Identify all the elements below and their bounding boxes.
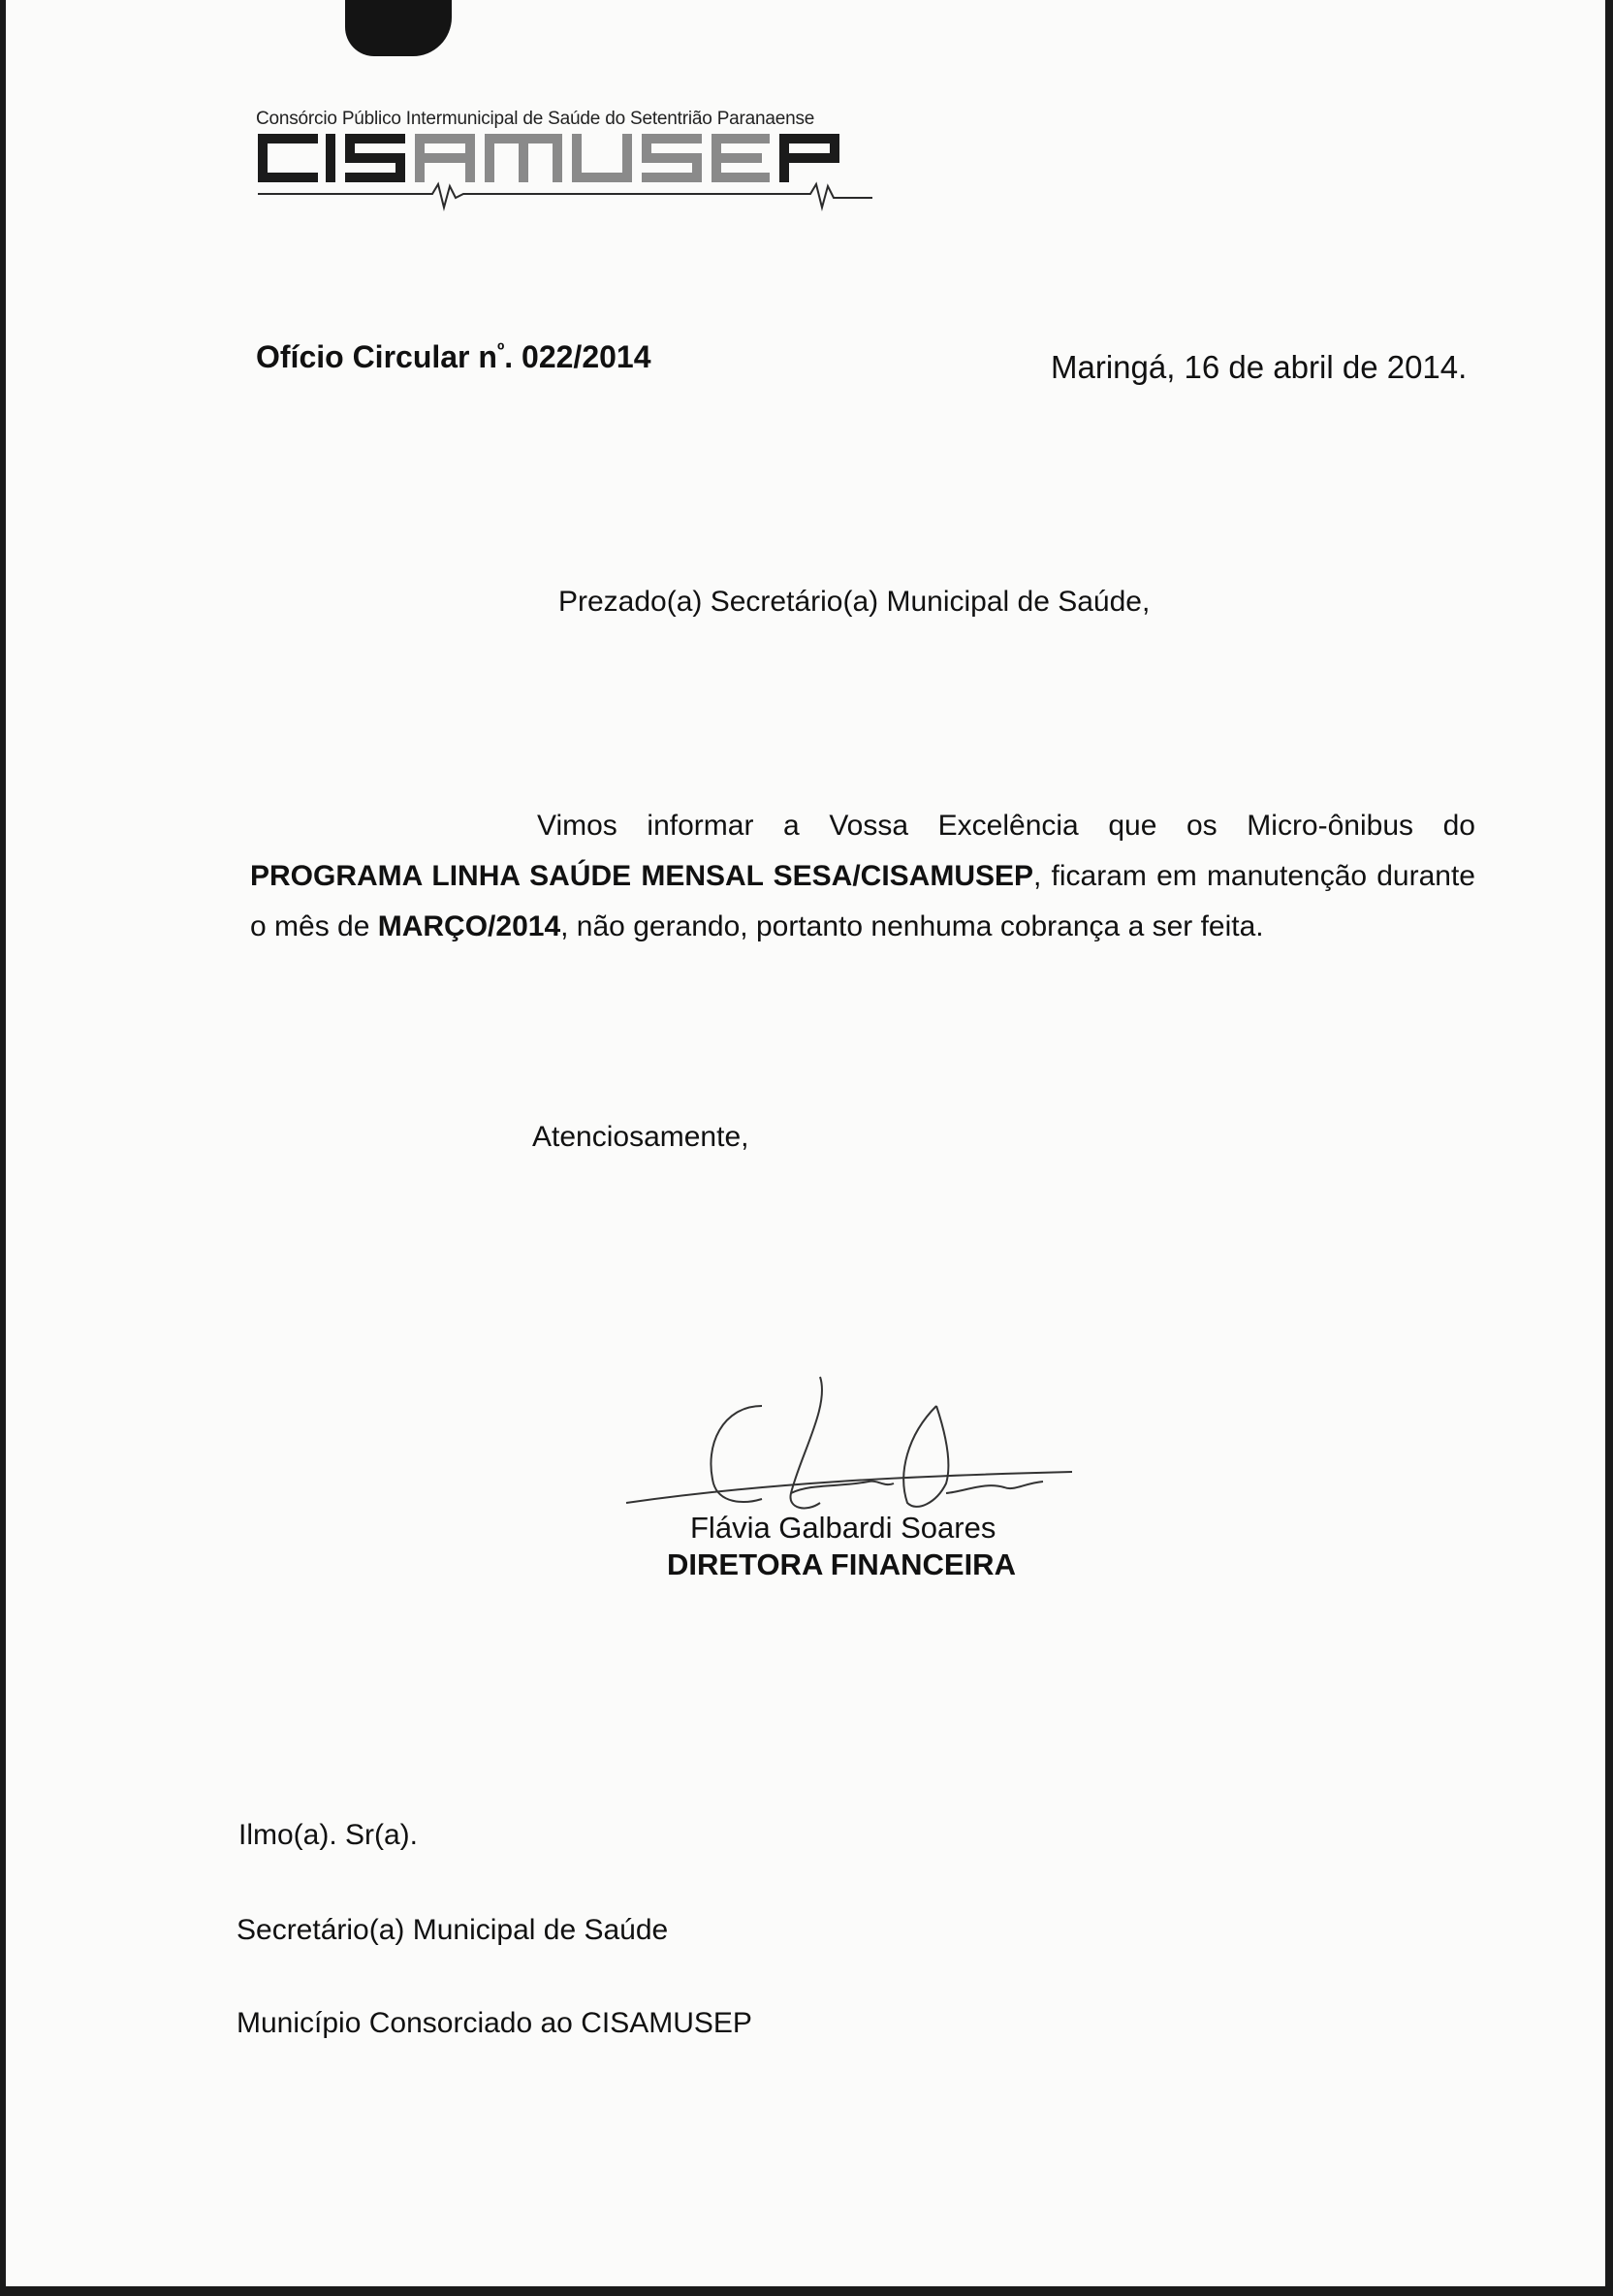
salutation: Prezado(a) Secretário(a) Municipal de Saúde, [558, 586, 1151, 618]
reference-month: MARÇO/2014 [377, 910, 561, 942]
addressee-municipality: Município Consorciado ao CISAMUSEP [237, 2007, 752, 2039]
organization-name: Consórcio Público Intermunicipal de Saúde do Setentrião Paranaense [256, 109, 815, 129]
cisamusep-logo [256, 130, 876, 227]
closing: Atenciosamente, [532, 1121, 749, 1153]
addressee-title: Ilmo(a). Sr(a). [238, 1819, 419, 1851]
circular-reference: Ofício Circular $n^º$. 022/2014 [256, 339, 651, 374]
addressee-position: Secretário(a) Municipal de Saúde [237, 1914, 669, 1946]
place-date: Maringá, 16 de abril de 2014. [1051, 349, 1468, 385]
signer-name: Flávia Galbardi Soares [690, 1511, 996, 1545]
signer-role: DIRETORA FINANCEIRA [667, 1547, 1016, 1581]
handwritten-signature [617, 1367, 1082, 1522]
program-name: PROGRAMA LINHA SAÚDE MENSAL SESA/CISAMUSEP [250, 860, 1034, 892]
letter-body: Vimos informar a Vossa Excelência que os Micro-ônibus do PROGRAMA LINHA SAÚDE MENSAL SESA/CISAMUSEP, ficaram em manutenção durante o mês de MARÇO/2014, não gerando, portanto nenhuma cobrança a ser feita. [250, 810, 1475, 942]
scan-blot [345, 0, 452, 56]
document-page [6, 0, 1605, 2286]
